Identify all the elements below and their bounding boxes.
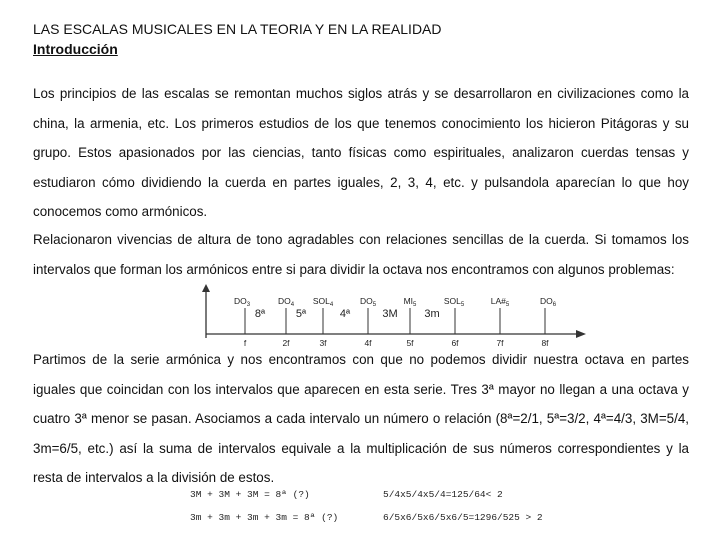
interval-label: 5ª	[295, 308, 307, 320]
paragraph-intro: Los principios de las escalas se remontan muchos siglos atrás y se desarrollaron en civilizaciones como la china, la armenia, etc. Los primeros estudios de los que tenemos conocimiento los hicieron Pitágoras y su grupo. Estos apasionados por las ciencias, tanto físicas como espirituales, analizaron cuerdas tensas y estudiaron cómo dividiendo la cuerda en partes iguales, 2, 3, 4, etc. y pulsandola aparecían lo que hoy conocemos como armónicos.	[33, 86, 689, 219]
section-heading: Introducción	[33, 41, 118, 57]
interval-label: 3M	[382, 308, 398, 320]
note-label: $DO_5$	[359, 296, 377, 308]
harmonic-label: 8f	[541, 338, 549, 348]
interval-label: 8ª	[254, 308, 266, 320]
note-label: $LA\#_5$	[490, 296, 510, 308]
formula-minor-thirds-product: 6/5x6/5x6/5x6/5=1296/525 > 2	[383, 512, 543, 523]
note-label: $MI_5$	[403, 296, 417, 308]
interval-label: 4ª	[339, 308, 351, 320]
harmonic-label: 3f	[319, 338, 327, 348]
harmonic-series-diagram	[190, 280, 590, 350]
note-label: $SOL_4$	[312, 296, 334, 308]
formula-major-thirds-product: 5/4x5/4x5/4=125/64< 2	[383, 489, 503, 500]
interval-label: 3m	[424, 308, 440, 320]
harmonic-label: 5f	[406, 338, 414, 348]
paragraph-relations: Relacionaron vivencias de altura de tono agradables con relaciones sencillas de la cuerda. Si tomamos los intervalos que forman los armónicos entre si para dividir la octava nos encontramos con algunos problemas:	[33, 232, 689, 277]
horizontal-axis-arrow	[576, 330, 586, 338]
formula-minor-thirds: 3m + 3m + 3m + 3m = 8ª (?)	[190, 512, 339, 523]
note-label: $DO_4$	[277, 296, 295, 308]
harmonic-label: 2f	[282, 338, 290, 348]
note-label: $SOL_5$	[443, 296, 465, 308]
harmonic-label: 6f	[451, 338, 459, 348]
paragraph-intervals: Partimos de la serie armónica y nos encontramos con que no podemos dividir nuestra octava en partes iguales que coincidan con los intervalos que aparecen en esta serie. Tres 3ª mayor no llegan a una octava y cuatro 3ª menor se pasan. Asociamos a cada intervalo un número o relación (8ª=2/1, 5ª=3/2, 4ª=4/3, 3M=5/4, 3m=6/5, etc.) así la suma de intervalos equivale a la multiplicación de sus números correspondientes y la resta de intervalos a la división de estos.	[33, 352, 689, 485]
vertical-axis-arrow	[202, 284, 210, 292]
harmonic-label: 7f	[496, 338, 504, 348]
note-label: $DO_6$	[539, 296, 557, 308]
harmonic-label: f	[243, 338, 247, 348]
note-label: $DO_3$	[233, 296, 251, 308]
harmonic-label: 4f	[364, 338, 372, 348]
formula-major-thirds: 3M + 3M + 3M = 8ª (?)	[190, 489, 310, 500]
document-title: LAS ESCALAS MUSICALES EN LA TEORIA Y EN LA REALIDAD	[33, 21, 442, 37]
